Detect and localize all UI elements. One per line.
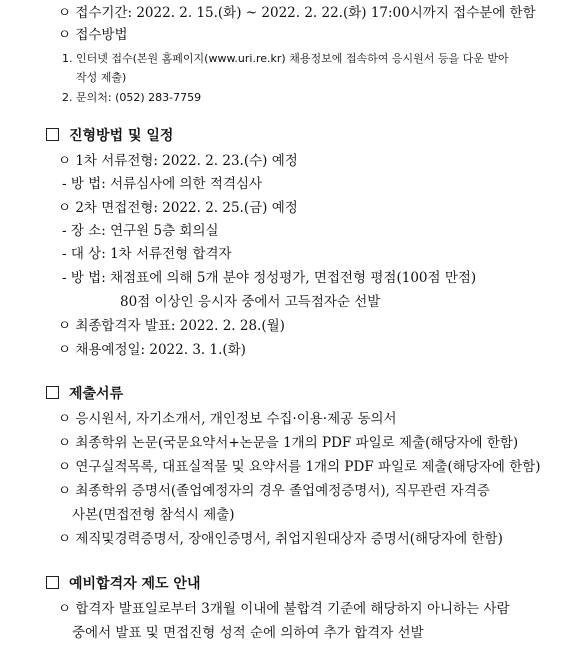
section-title-process: 진형방법 및 일정 — [46, 127, 173, 145]
reserve-item: ㅇ 합격자 발표일로부터 3개월 이내에 불합격 기준에 해당하지 아니하는 사람 — [58, 601, 510, 617]
apply-period: ㅇ 접수기간: 2022. 2. 15.(화) ~ 2022. 2. 22.(화) 17:00시까지 접수분에 한함 — [58, 5, 536, 21]
doc-item-3: ㅇ 연구실적목록, 대표실적물 및 요약서를 1개의 PDF 파일로 제출(해당자에 한함) — [58, 459, 541, 475]
section-box-icon — [46, 128, 59, 141]
section-box-icon — [46, 386, 59, 399]
apply-method-item-1-cont: 작성 제출) — [76, 71, 127, 84]
second-interview: ㅇ 2차 면접전형: 2022. 2. 25.(금) 예정 — [58, 200, 298, 216]
apply-method: ㅇ 접수방법 — [58, 27, 128, 43]
doc-item-2: ㅇ 최종학위 논문(국문요약서+논문을 1개의 PDF 파일로 제출(해당자에 한함) — [58, 435, 519, 451]
doc-item-1: ㅇ 응시원서, 자기소개서, 개인정보 수집·이용·제공 동의서 — [58, 411, 397, 427]
first-screening: ㅇ 1차 서류전형: 2022. 2. 23.(수) 예정 — [58, 153, 298, 169]
section-box-icon — [46, 576, 59, 589]
section-title-reserve: 예비합격자 제도 안내 — [46, 575, 200, 593]
first-screening-method: - 방 법: 서류심사에 의한 적격심사 — [62, 176, 263, 192]
interview-place: - 장 소: 연구원 5층 회의실 — [62, 223, 219, 239]
doc-item-4: ㅇ 최종학위 증명서(졸업예정자의 경우 졸업예정증명서), 직무관련 자격증 — [58, 483, 490, 499]
interview-method-cont: 80점 이상인 응시자 중에서 고득점자순 선발 — [120, 294, 381, 310]
reserve-item-cont: 중에서 발표 및 면접진형 성적 순에 의하여 추가 합격자 선발 — [72, 625, 424, 641]
hire-date: ㅇ 채용예정일: 2022. 3. 1.(화) — [58, 342, 246, 358]
section-title-documents: 제출서류 — [46, 385, 123, 403]
doc-item-4-cont: 사본(면접전형 참석시 제출) — [72, 507, 235, 523]
final-announcement: ㅇ 최종합격자 발표: 2022. 2. 28.(월) — [58, 318, 285, 334]
apply-method-item-2: 2. 문의처: (052) 283-7759 — [62, 91, 202, 104]
doc-item-5: ㅇ 제직및경력증명서, 장애인증명서, 취업지원대상자 증명서(해당자에 한함) — [58, 531, 503, 547]
interview-method: - 방 법: 채점표에 의해 5개 분야 정성평가, 면접전형 평점(100점 만점) — [62, 270, 477, 286]
interview-target: - 대 상: 1차 서류전형 합격자 — [62, 246, 232, 262]
apply-method-item-1: 1. 인터넷 접수(본원 홈페이지(www.uri.re.kr) 채용정보에 접속하여 응시원서 등을 다운 받아 — [62, 52, 509, 65]
